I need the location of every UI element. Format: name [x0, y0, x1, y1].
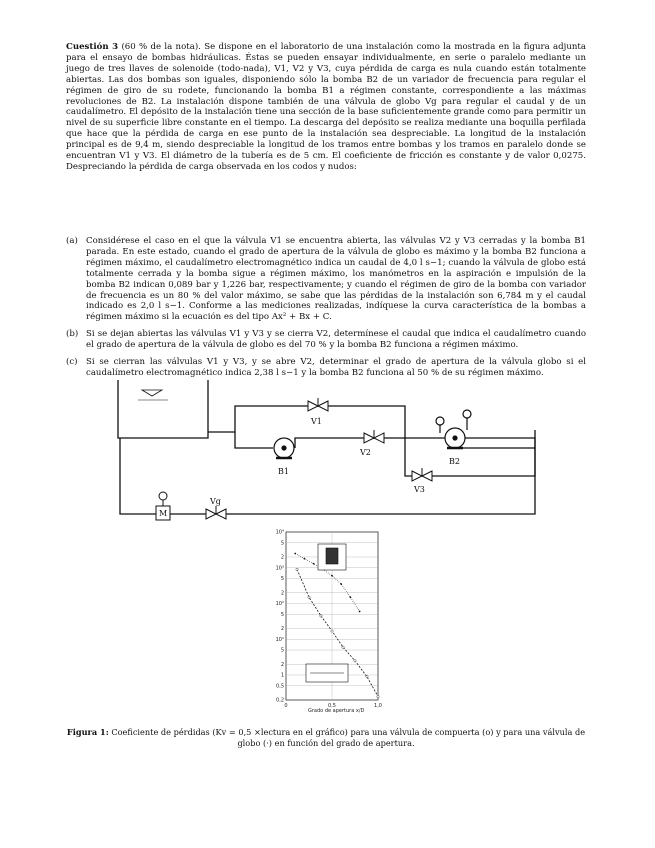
chart-y-tick-label: 0,2	[276, 697, 284, 704]
question-items	[66, 236, 586, 385]
chart-point	[295, 553, 296, 554]
valve-v2	[364, 430, 384, 443]
valve-vg	[206, 506, 226, 519]
chart-y-tick-label: 2	[280, 626, 284, 633]
chart-x-tick-label: 0	[284, 703, 288, 709]
caption-text: Coeficiente de pérdidas (Kv = 0,5 ×lectura en el gráfico) para una válvula de compuerta (o) y para una válvula de globo (·) en función del grado de apertura.	[111, 727, 586, 748]
chart-y-tick-label: 10⁴	[275, 529, 284, 536]
pipe-return	[120, 430, 535, 514]
chart-point	[366, 675, 368, 677]
label-v3: V3	[414, 485, 425, 494]
pump-b1	[274, 438, 294, 458]
installation-schematic	[60, 378, 600, 528]
chart-point	[341, 583, 342, 584]
item-text: Si se cierran las válvulas V1 y V3, y se abre V2, determinar el grado de apertura de la válvula globo si el caudalímetro electromagnético indica 2,38 l s−1 y la bomba B2 funciona al 50 % de su régimen máximo.	[86, 357, 586, 378]
label-v2: V2	[360, 448, 371, 457]
item-b	[66, 329, 586, 351]
water-level-icon	[142, 390, 162, 396]
chart-point	[308, 596, 310, 598]
chart-x-tick-label: 0,5	[328, 703, 336, 709]
chart-xlabel: Grado de apertura x/D	[308, 708, 365, 714]
chart-y-tick-label: 5	[280, 540, 284, 547]
chart-x-tick-label: 1,0	[374, 703, 382, 709]
chart-y-tick-label: 5	[280, 611, 284, 618]
chart-y-tick-label: 10²	[275, 601, 284, 608]
chart-y-tick-label: 1	[280, 672, 284, 679]
chart-y-tick-label: 5	[280, 576, 284, 583]
chart-y-tick-label: 10¹	[275, 636, 284, 643]
pipe-b1-suction	[235, 432, 273, 448]
figure-caption	[66, 727, 586, 748]
chart-point	[313, 563, 314, 564]
chart-point	[354, 660, 356, 662]
chart-y-tick-label: 2	[280, 661, 284, 668]
pump-b2	[436, 410, 471, 448]
chart-point	[331, 575, 332, 576]
item-label: (a)	[66, 236, 78, 246]
label-meter: M	[159, 509, 168, 518]
valve-v3	[412, 468, 432, 481]
chart-point	[342, 646, 344, 648]
question-title: Cuestión 3	[66, 42, 119, 52]
chart-y-tick-label: 2	[280, 590, 284, 597]
pipe-v3-branch	[405, 438, 535, 476]
pipe-b1-discharge	[295, 438, 535, 448]
chart-y-tick-label: 10³	[275, 565, 284, 572]
chart-point	[296, 568, 298, 570]
label-b1: B1	[278, 467, 289, 476]
chart-point	[331, 630, 333, 632]
tank	[118, 380, 208, 438]
label-v1: V1	[311, 417, 322, 426]
item-text: Si se dejan abiertas las válvulas V1 y V3 y se cierra V2, determínese el caudal que indica el caudalímetro cuando el grado de apertura de la válvula de globo es del 70 % y la bomba B2 funciona a régimen máximo.	[86, 329, 586, 351]
caption-label: Figura 1:	[66, 727, 109, 737]
chart-point	[359, 611, 360, 612]
item-a	[66, 236, 586, 323]
chart-y-tick-label: 0,5	[276, 683, 284, 690]
item-text: Considérese el caso en el que la válvula V1 se encuentra abierta, las válvulas V2 y V3 cerradas y la bomba B1 parada. En este estado, cuando el grado de apertura de la válvula de globo es máximo y la bomba B2 funciona a régimen máximo, el caudalímetro electromagnético indica un caudal de 4,0 l s−1; cuando la válvula de globo está totalmente cerrada y la bomba sigue a régimen máximo, los manómetros en la aspiración e impulsión de la bomba B2 indican 0,089 bar y 1,226 bar, respectivamente; y cuando el régimen de giro de la bomba con variador de frecuencia es un 80 % del valor máximo, se sabe que las pérdidas de la instalación son 6,784 m y el caudal indicado es 2,0 l s−1. Conforme a las mediciones realizadas, indíquese la curva característica de la bombas a régimen máximo si la ecuación es del tipo Ax² + Bx + C.	[86, 236, 586, 323]
pipe-top	[208, 406, 405, 432]
loss-coefficient-chart	[268, 528, 388, 718]
question-text: (60 % de la nota). Se dispone en el laboratorio de una instalación como la mostrada en la figura adjunta para el ensayo de bombas hidráulicas. Éstas se pueden ensayar individualmente, en serie o paralelo mediante un juego de tres llaves de solenoide (todo-nada), V1, V2 y V3, cuya pérdida de carga es nula cuando están totalmente abiertas. Las dos bombas son iguales, disponiendo sólo la bomba B2 de un variador de frecuencia para regular el régimen de giro de su rodete, funcionando la bomba B1 a régimen constante, correspondiente a las máximas revoluciones de B2. La instalación dispone también de una válvula de globo Vg para regular el caudal y de un caudalímetro. El depósito de la instalación tiene una sección de la base suficientemente grande como para permitir un nivel de su superficie libre constante en el tiempo. La descarga del depósito se realiza mediante una boquilla perfilada que hace que la pérdida de carga en ese punto de la instalación sea despreciable. La longitud de la instalación principal es de 9,4 m, siendo despreciable la longitud de los tramos entre bombas y los tramos en paralelo donde se encuentran V1 y V3. El diámetro de la tubería es de 5 cm. El coeficiente de fricción es constante y de valor 0,0275. Despreciando la pérdida de carga observada en los codos y nudos:	[66, 42, 586, 172]
valve-v1	[308, 398, 328, 411]
chart-y-tick-label: 5	[280, 647, 284, 654]
chart-y-tick-label: 2	[280, 554, 284, 561]
label-b2: B2	[449, 457, 460, 466]
question-intro	[66, 42, 586, 173]
chart-point	[304, 558, 305, 559]
item-label: (c)	[66, 357, 78, 368]
chart-point	[350, 597, 351, 598]
chart-point	[377, 695, 379, 697]
item-label: (b)	[66, 329, 79, 340]
label-vg: Vg	[210, 497, 221, 506]
item-c	[66, 357, 586, 379]
chart-point	[320, 615, 322, 617]
